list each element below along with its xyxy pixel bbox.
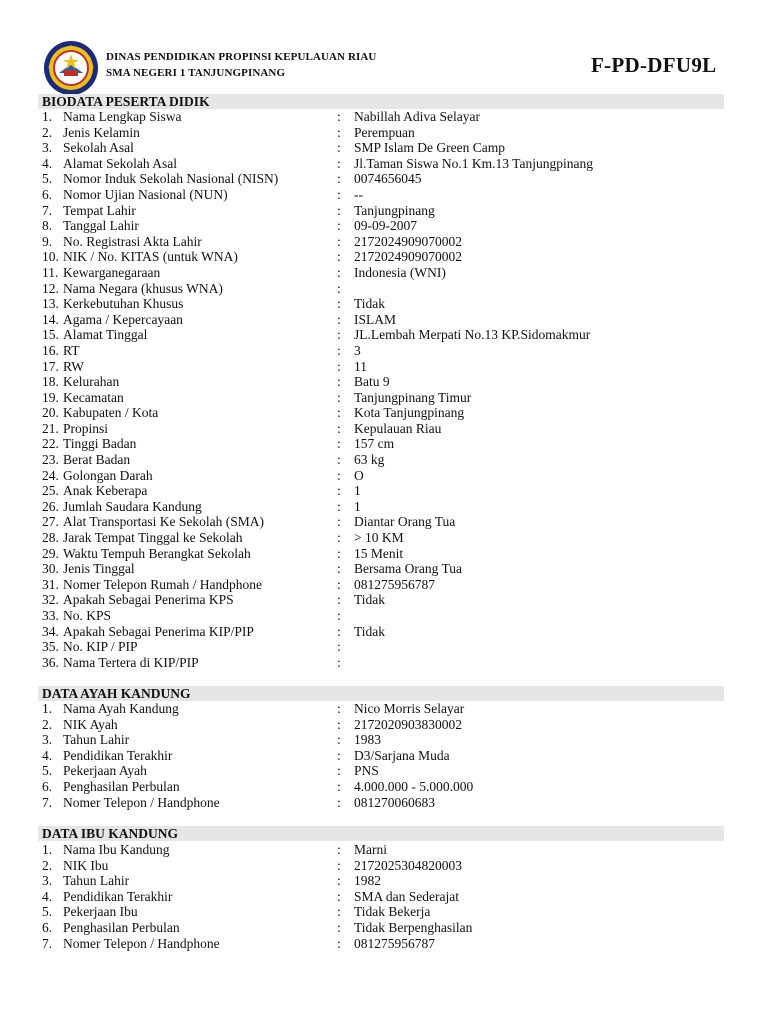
field-separator: : bbox=[337, 561, 341, 577]
field-separator: : bbox=[337, 420, 341, 436]
field-row bbox=[0, 732, 768, 748]
field-number: 6. bbox=[42, 778, 53, 794]
field-row bbox=[0, 546, 768, 562]
field-number: 28. bbox=[42, 530, 59, 546]
field-row bbox=[0, 421, 768, 437]
field-separator: : bbox=[337, 842, 341, 857]
field-separator: : bbox=[337, 576, 341, 592]
field-value: 2172024909070002 bbox=[354, 249, 462, 265]
field-label: No. KIP / PIP bbox=[63, 639, 138, 655]
field-value: SMA dan Sederajat bbox=[354, 888, 459, 904]
field-row bbox=[0, 359, 768, 375]
field-value: Diantar Orang Tua bbox=[354, 514, 456, 530]
field-value: O bbox=[354, 467, 364, 483]
field-value: Tanjungpinang bbox=[354, 202, 435, 218]
field-label: Alat Transportasi Ke Sekolah (SMA) bbox=[63, 514, 264, 530]
field-number: 25. bbox=[42, 483, 59, 499]
field-number: 4. bbox=[42, 888, 53, 904]
field-separator: : bbox=[337, 140, 341, 156]
field-row bbox=[0, 904, 768, 920]
field-number: 34. bbox=[42, 623, 59, 639]
field-number: 32. bbox=[42, 592, 59, 608]
field-separator: : bbox=[337, 530, 341, 546]
field-number: 33. bbox=[42, 608, 59, 623]
field-value: PNS bbox=[354, 763, 379, 779]
field-separator: : bbox=[337, 732, 341, 748]
field-number: 1. bbox=[42, 109, 53, 124]
father-fields bbox=[0, 701, 768, 810]
field-row bbox=[0, 171, 768, 187]
field-value: 1 bbox=[354, 498, 361, 514]
field-row bbox=[0, 405, 768, 421]
field-number: 7. bbox=[42, 794, 53, 810]
field-row bbox=[0, 577, 768, 593]
field-separator: : bbox=[337, 374, 341, 390]
field-row bbox=[0, 561, 768, 577]
field-separator: : bbox=[337, 857, 341, 873]
field-value: Kepulauan Riau bbox=[354, 420, 442, 436]
field-value: Batu 9 bbox=[354, 374, 390, 390]
field-separator: : bbox=[337, 452, 341, 468]
field-label: Kewarganegaraan bbox=[63, 264, 161, 280]
field-separator: : bbox=[337, 233, 341, 249]
field-number: 27. bbox=[42, 514, 59, 530]
field-value: Marni bbox=[354, 842, 387, 857]
field-number: 5. bbox=[42, 763, 53, 779]
field-number: 35. bbox=[42, 639, 59, 655]
field-separator: : bbox=[337, 794, 341, 810]
field-row bbox=[0, 436, 768, 452]
field-label: Nomer Telepon / Handphone bbox=[63, 794, 220, 810]
field-label: Golongan Darah bbox=[63, 467, 153, 483]
field-number: 1. bbox=[42, 842, 53, 857]
field-separator: : bbox=[337, 545, 341, 561]
field-value: 2172020903830002 bbox=[354, 716, 462, 732]
field-row bbox=[0, 296, 768, 312]
field-row bbox=[0, 499, 768, 515]
field-label: Jumlah Saudara Kandung bbox=[63, 498, 202, 514]
section-header-mother bbox=[38, 826, 724, 841]
field-number: 12. bbox=[42, 280, 59, 296]
field-separator: : bbox=[337, 342, 341, 358]
field-label: Waktu Tempuh Berangkat Sekolah bbox=[63, 545, 251, 561]
field-row bbox=[0, 187, 768, 203]
field-separator: : bbox=[337, 296, 341, 312]
field-number: 17. bbox=[42, 358, 59, 374]
field-label: NIK Ayah bbox=[63, 716, 118, 732]
field-label: Nomor Ujian Nasional (NUN) bbox=[63, 186, 228, 202]
field-row bbox=[0, 452, 768, 468]
field-row bbox=[0, 717, 768, 733]
field-label: Jarak Tempat Tinggal ke Sekolah bbox=[63, 530, 243, 546]
field-separator: : bbox=[337, 873, 341, 889]
field-separator: : bbox=[337, 202, 341, 218]
field-row bbox=[0, 624, 768, 640]
field-number: 19. bbox=[42, 389, 59, 405]
field-label: Nama Ayah Kandung bbox=[63, 701, 179, 716]
field-label: Nama Negara (khusus WNA) bbox=[63, 280, 223, 296]
field-separator: : bbox=[337, 389, 341, 405]
field-separator: : bbox=[337, 467, 341, 483]
field-separator: : bbox=[337, 311, 341, 327]
field-separator: : bbox=[337, 155, 341, 171]
field-value: Tidak bbox=[354, 592, 386, 608]
field-separator: : bbox=[337, 654, 341, 670]
field-row bbox=[0, 936, 768, 952]
field-row bbox=[0, 125, 768, 141]
field-value: Kota Tanjungpinang bbox=[354, 405, 465, 421]
field-row bbox=[0, 203, 768, 219]
field-value: 081270060683 bbox=[354, 794, 435, 810]
field-label: Tahun Lahir bbox=[63, 732, 130, 748]
field-row bbox=[0, 218, 768, 234]
field-value: 081275956787 bbox=[354, 576, 435, 592]
field-number: 31. bbox=[42, 576, 59, 592]
field-value: Nabillah Adiva Selayar bbox=[354, 109, 480, 124]
field-separator: : bbox=[337, 701, 341, 716]
field-label: Penghasilan Perbulan bbox=[63, 919, 180, 935]
field-label: Tahun Lahir bbox=[63, 873, 130, 889]
field-number: 6. bbox=[42, 186, 53, 202]
section-header-student bbox=[38, 94, 724, 109]
field-value: Tidak bbox=[354, 623, 386, 639]
field-separator: : bbox=[337, 888, 341, 904]
section-title: DATA IBU KANDUNG bbox=[42, 826, 179, 841]
field-label: Tinggi Badan bbox=[63, 436, 137, 452]
field-number: 10. bbox=[42, 249, 59, 265]
field-row bbox=[0, 109, 768, 125]
field-number: 15. bbox=[42, 327, 59, 343]
field-separator: : bbox=[337, 280, 341, 296]
field-number: 13. bbox=[42, 296, 59, 312]
field-row bbox=[0, 312, 768, 328]
field-label: Nama Ibu Kandung bbox=[63, 842, 170, 857]
field-label: NIK Ibu bbox=[63, 857, 109, 873]
field-number: 3. bbox=[42, 732, 53, 748]
field-separator: : bbox=[337, 405, 341, 421]
field-label: Alamat Tinggal bbox=[63, 327, 148, 343]
field-value: Indonesia (WNI) bbox=[354, 264, 446, 280]
field-number: 18. bbox=[42, 374, 59, 390]
field-row bbox=[0, 374, 768, 390]
field-value: 081275956787 bbox=[354, 935, 435, 951]
field-number: 36. bbox=[42, 654, 59, 670]
field-separator: : bbox=[337, 171, 341, 187]
field-value: 1982 bbox=[354, 873, 381, 889]
field-number: 22. bbox=[42, 436, 59, 452]
field-value: 4.000.000 - 5.000.000 bbox=[354, 778, 474, 794]
field-label: Nomor Induk Sekolah Nasional (NISN) bbox=[63, 171, 279, 187]
field-label: Jenis Kelamin bbox=[63, 124, 140, 140]
field-label: Kecamatan bbox=[63, 389, 124, 405]
field-row bbox=[0, 608, 768, 624]
field-row bbox=[0, 748, 768, 764]
field-number: 7. bbox=[42, 202, 53, 218]
field-number: 26. bbox=[42, 498, 59, 514]
field-label: Tempat Lahir bbox=[63, 202, 136, 218]
field-row bbox=[0, 249, 768, 265]
field-label: Sekolah Asal bbox=[63, 140, 134, 156]
field-row bbox=[0, 343, 768, 359]
field-separator: : bbox=[337, 935, 341, 951]
field-separator: : bbox=[337, 904, 341, 920]
field-value: 0074656045 bbox=[354, 171, 422, 187]
field-label: Tanggal Lahir bbox=[63, 218, 139, 234]
field-value: 2172024909070002 bbox=[354, 233, 462, 249]
section-title: BIODATA PESERTA DIDIK bbox=[42, 94, 210, 109]
field-value: 3 bbox=[354, 342, 361, 358]
field-row bbox=[0, 842, 768, 858]
field-row bbox=[0, 889, 768, 905]
field-value: 11 bbox=[354, 358, 367, 374]
field-label: Jenis Tinggal bbox=[63, 561, 135, 577]
field-number: 7. bbox=[42, 935, 53, 951]
field-label: Pekerjaan Ibu bbox=[63, 904, 138, 920]
field-row bbox=[0, 327, 768, 343]
field-separator: : bbox=[337, 498, 341, 514]
field-value: 63 kg bbox=[354, 452, 385, 468]
school-emblem-icon bbox=[43, 40, 99, 96]
field-separator: : bbox=[337, 186, 341, 202]
field-number: 29. bbox=[42, 545, 59, 561]
field-label: Kabupaten / Kota bbox=[63, 405, 159, 421]
field-row bbox=[0, 655, 768, 671]
field-row bbox=[0, 468, 768, 484]
field-label: NIK / No. KITAS (untuk WNA) bbox=[63, 249, 238, 265]
field-value: Jl.Taman Siswa No.1 Km.13 Tanjungpinang bbox=[354, 155, 593, 171]
field-value: 1 bbox=[354, 483, 361, 499]
field-value: SMP Islam De Green Camp bbox=[354, 140, 505, 156]
field-number: 5. bbox=[42, 171, 53, 187]
field-label: Penghasilan Perbulan bbox=[63, 778, 180, 794]
field-value: Bersama Orang Tua bbox=[354, 561, 462, 577]
field-separator: : bbox=[337, 716, 341, 732]
field-separator: : bbox=[337, 327, 341, 343]
field-label: RW bbox=[63, 358, 85, 374]
field-row bbox=[0, 483, 768, 499]
field-value: Tidak bbox=[354, 296, 386, 312]
field-value: JL.Lembah Merpati No.13 KP.Sidomakmur bbox=[354, 327, 591, 343]
field-label: Apakah Sebagai Penerima KIP/PIP bbox=[63, 623, 254, 639]
field-separator: : bbox=[337, 218, 341, 234]
field-number: 8. bbox=[42, 218, 53, 234]
field-number: 4. bbox=[42, 747, 53, 763]
field-row bbox=[0, 920, 768, 936]
organization-name: DINAS PENDIDIKAN PROPINSI KEPULAUAN RIAU bbox=[106, 51, 377, 63]
field-separator: : bbox=[337, 514, 341, 530]
field-number: 30. bbox=[42, 561, 59, 577]
field-label: Nama Lengkap Siswa bbox=[63, 109, 182, 124]
field-row bbox=[0, 530, 768, 546]
field-value: 2172025304820003 bbox=[354, 857, 462, 873]
field-separator: : bbox=[337, 639, 341, 655]
mother-fields bbox=[0, 842, 768, 951]
field-row bbox=[0, 858, 768, 874]
field-number: 9. bbox=[42, 233, 53, 249]
field-value: 1983 bbox=[354, 732, 381, 748]
field-value: Tidak Bekerja bbox=[354, 904, 431, 920]
field-number: 16. bbox=[42, 342, 59, 358]
field-label: Berat Badan bbox=[63, 452, 131, 468]
field-separator: : bbox=[337, 592, 341, 608]
field-label: Anak Keberapa bbox=[63, 483, 148, 499]
field-separator: : bbox=[337, 124, 341, 140]
field-row bbox=[0, 873, 768, 889]
field-separator: : bbox=[337, 778, 341, 794]
field-number: 1. bbox=[42, 701, 53, 716]
field-number: 2. bbox=[42, 716, 53, 732]
field-number: 5. bbox=[42, 904, 53, 920]
field-number: 2. bbox=[42, 857, 53, 873]
field-value: Tidak Berpenghasilan bbox=[354, 919, 473, 935]
student-fields bbox=[0, 109, 768, 670]
field-label: Pekerjaan Ayah bbox=[63, 763, 147, 779]
field-separator: : bbox=[337, 264, 341, 280]
field-value: 157 cm bbox=[354, 436, 395, 452]
field-label: Agama / Kepercayaan bbox=[63, 311, 183, 327]
field-label: Nama Tertera di KIP/PIP bbox=[63, 654, 199, 670]
field-label: Alamat Sekolah Asal bbox=[63, 155, 177, 171]
field-number: 4. bbox=[42, 155, 53, 171]
field-row bbox=[0, 779, 768, 795]
field-row bbox=[0, 156, 768, 172]
field-separator: : bbox=[337, 747, 341, 763]
field-value: Tanjungpinang Timur bbox=[354, 389, 472, 405]
field-row bbox=[0, 390, 768, 406]
field-separator: : bbox=[337, 109, 341, 124]
field-separator: : bbox=[337, 249, 341, 265]
field-row bbox=[0, 763, 768, 779]
field-row bbox=[0, 795, 768, 811]
field-row bbox=[0, 592, 768, 608]
field-value: Perempuan bbox=[354, 124, 415, 140]
field-label: No. KPS bbox=[63, 608, 112, 623]
field-label: Nomer Telepon Rumah / Handphone bbox=[63, 576, 263, 592]
field-value: Nico Morris Selayar bbox=[354, 701, 465, 716]
field-label: No. Registrasi Akta Lahir bbox=[63, 233, 202, 249]
field-label: Pendidikan Terakhir bbox=[63, 747, 173, 763]
field-label: Kelurahan bbox=[63, 374, 120, 390]
field-label: Pendidikan Terakhir bbox=[63, 888, 173, 904]
field-label: Apakah Sebagai Penerima KPS bbox=[63, 592, 234, 608]
field-value: 15 Menit bbox=[354, 545, 404, 561]
field-row bbox=[0, 234, 768, 250]
field-label: Propinsi bbox=[63, 420, 109, 436]
field-row bbox=[0, 701, 768, 717]
field-number: 6. bbox=[42, 919, 53, 935]
field-separator: : bbox=[337, 436, 341, 452]
form-code: F-PD-DFU9L bbox=[591, 53, 717, 77]
field-separator: : bbox=[337, 483, 341, 499]
field-value: -- bbox=[354, 186, 363, 202]
field-label: Nomer Telepon / Handphone bbox=[63, 935, 220, 951]
field-number: 3. bbox=[42, 873, 53, 889]
field-number: 2. bbox=[42, 124, 53, 140]
field-row bbox=[0, 140, 768, 156]
field-value: > 10 KM bbox=[354, 530, 404, 546]
field-number: 24. bbox=[42, 467, 59, 483]
school-name: SMA NEGERI 1 TANJUNGPINANG bbox=[106, 67, 286, 79]
field-label: Kerkebutuhan Khusus bbox=[63, 296, 184, 312]
field-value: 09-09-2007 bbox=[354, 218, 417, 234]
field-number: 23. bbox=[42, 452, 59, 468]
field-number: 21. bbox=[42, 420, 59, 436]
field-label: RT bbox=[63, 342, 80, 358]
field-separator: : bbox=[337, 358, 341, 374]
field-number: 11. bbox=[42, 264, 59, 280]
section-header-father bbox=[38, 686, 724, 701]
field-separator: : bbox=[337, 608, 341, 623]
field-separator: : bbox=[337, 623, 341, 639]
field-row bbox=[0, 514, 768, 530]
field-value: D3/Sarjana Muda bbox=[354, 747, 450, 763]
field-number: 14. bbox=[42, 311, 59, 327]
field-row bbox=[0, 639, 768, 655]
field-row bbox=[0, 265, 768, 281]
field-separator: : bbox=[337, 763, 341, 779]
field-number: 20. bbox=[42, 405, 59, 421]
field-row bbox=[0, 281, 768, 297]
field-separator: : bbox=[337, 919, 341, 935]
field-value: ISLAM bbox=[354, 311, 397, 327]
section-title: DATA AYAH KANDUNG bbox=[42, 686, 191, 701]
field-number: 3. bbox=[42, 140, 53, 156]
